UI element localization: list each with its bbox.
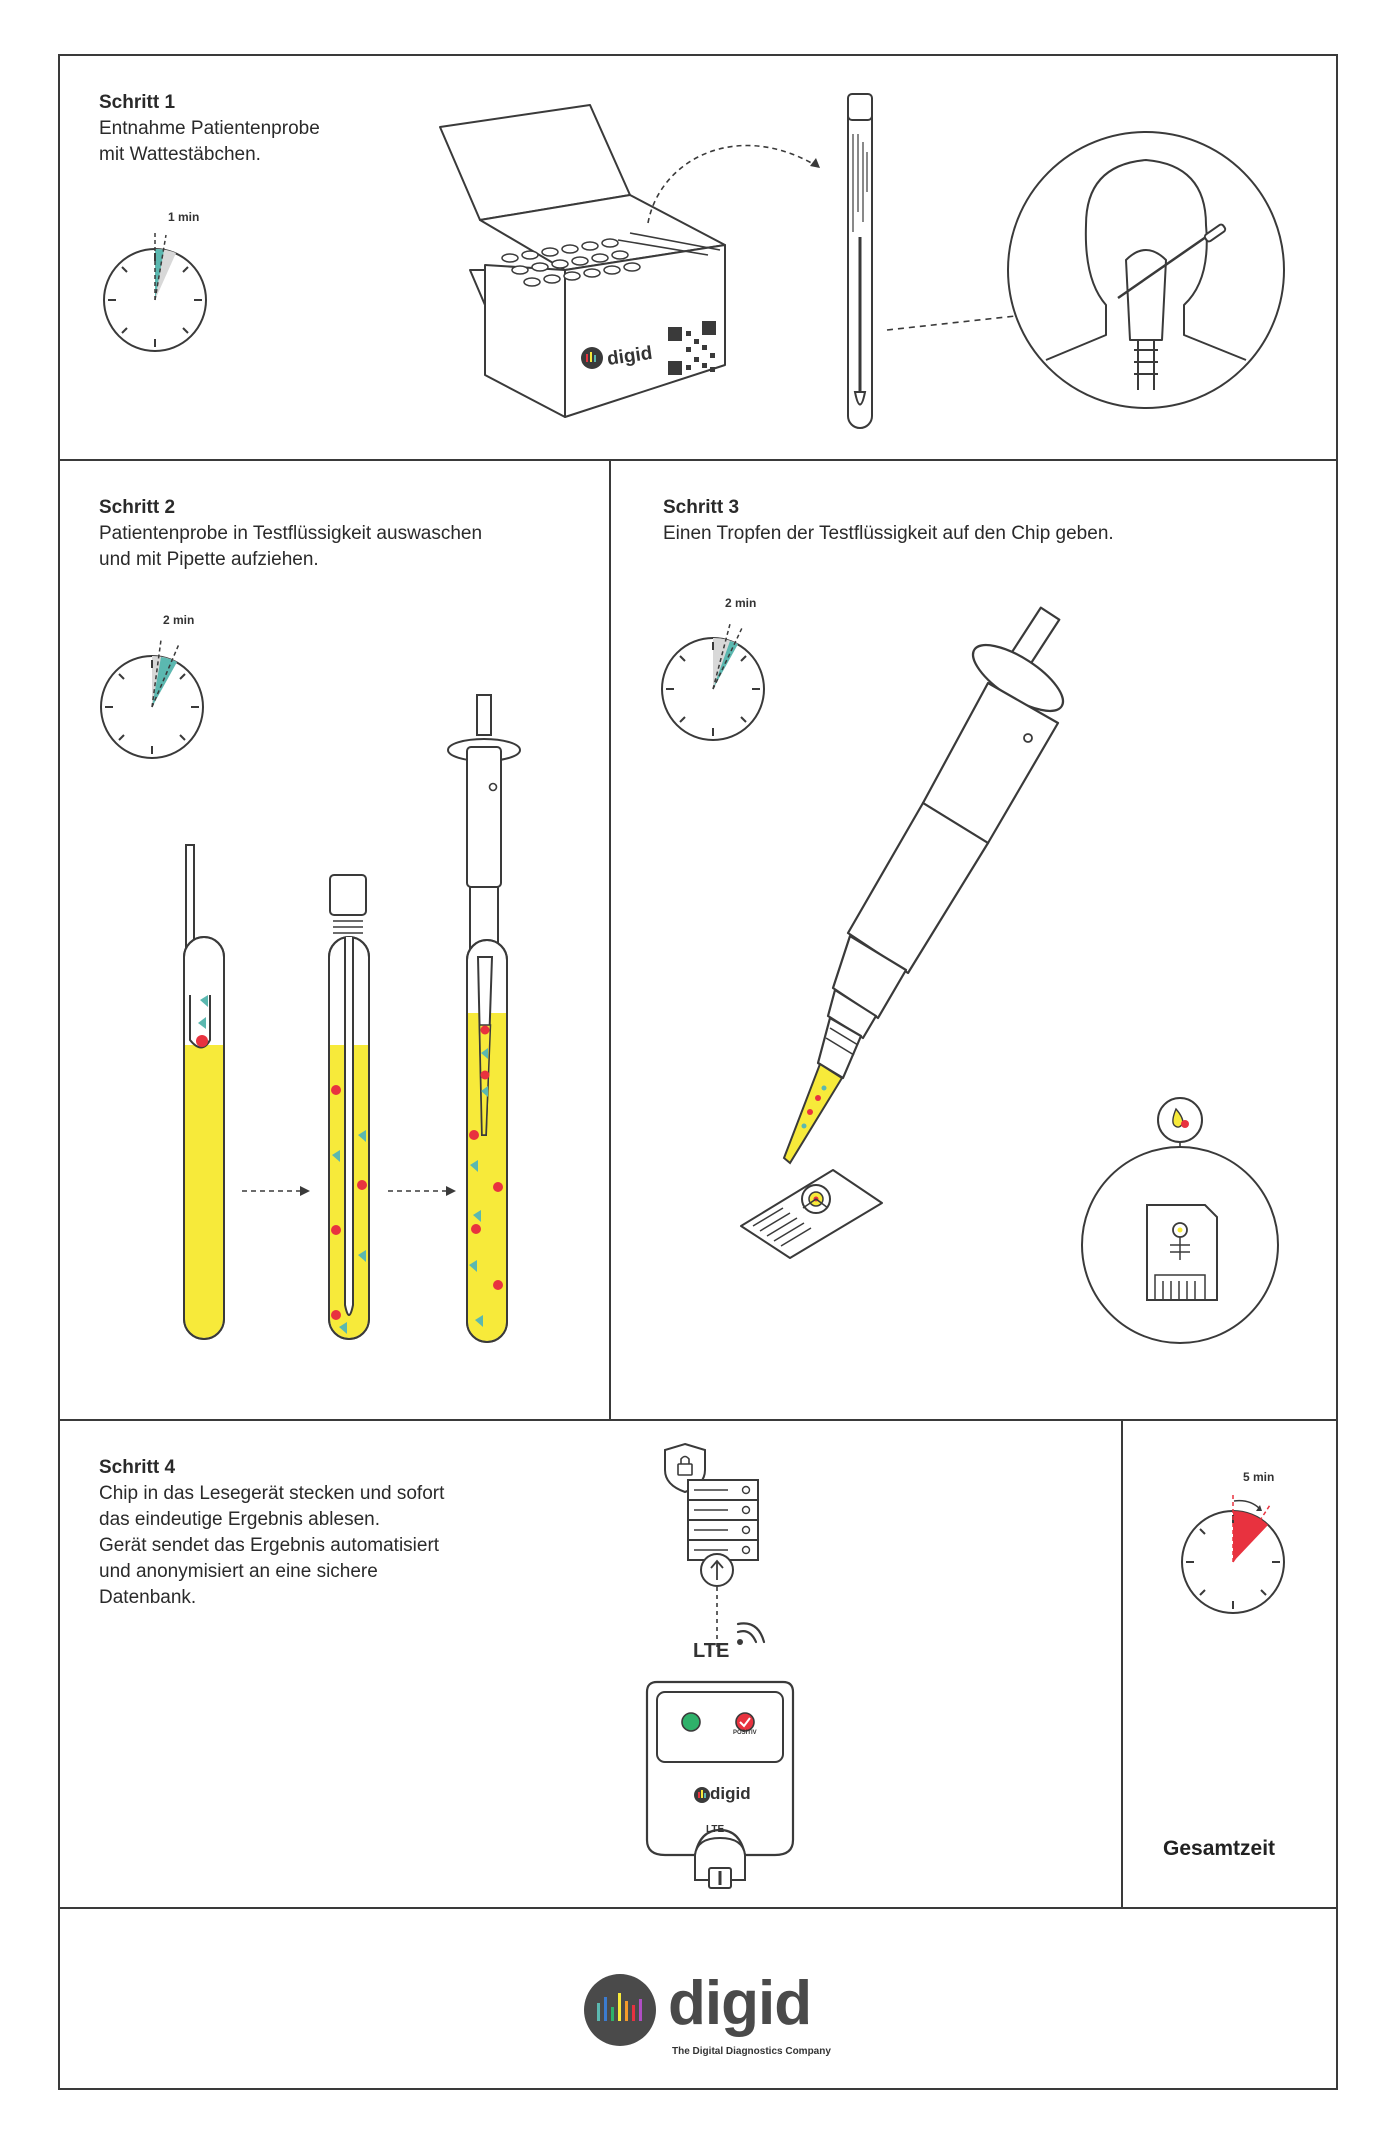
step4-line: Chip in das Lesegerät stecken und sofort: [99, 1483, 445, 1504]
divider-footer: [58, 1907, 1338, 1909]
step2-title: Schritt 2: [99, 497, 176, 518]
step3-title: Schritt 3: [663, 497, 740, 518]
wireless-signal-icon: [734, 1622, 766, 1652]
step4-line: das eindeutige Ergebnis ablesen.: [99, 1509, 380, 1530]
step2-line: Patientenprobe in Testflüssigkeit auswaschen: [99, 523, 483, 544]
step3-line: Einen Tropfen der Testflüssigkeit auf den Chip geben.: [663, 523, 1114, 544]
total-timer-label: 5 min: [1243, 1470, 1275, 1484]
step4-description: [99, 1455, 444, 1611]
total-time-label: Gesamtzeit: [1163, 1837, 1276, 1860]
patient-nasal-swab-illustration: [1006, 130, 1286, 410]
process-arrow: [242, 1185, 312, 1197]
box-to-tube-arrow: [640, 128, 840, 228]
step1-title: Schritt 1: [99, 92, 176, 113]
step2-line: und mit Pipette aufziehen.: [99, 549, 319, 570]
chip-detail-illustration: [1075, 1095, 1285, 1345]
step2-clock-icon: [97, 652, 207, 762]
liquid-tube-with-swab: [180, 845, 228, 1345]
divider-step3: [58, 1419, 1338, 1421]
step1-description: [99, 90, 320, 168]
step4-line: Datenbank.: [99, 1587, 197, 1608]
divider-step2-step3: [609, 459, 611, 1419]
total-time-clock-icon: [1178, 1507, 1288, 1617]
step4-line: Gerät sendet das Ergebnis automatisiert: [99, 1535, 440, 1556]
step2-description: [99, 495, 482, 573]
divider-step4-total: [1121, 1419, 1123, 1907]
step1-line: Entnahme Patientenprobe: [99, 118, 320, 139]
step4-title: Schritt 4: [99, 1457, 176, 1478]
divider-step1: [58, 459, 1338, 461]
step1-line: mit Wattestäbchen.: [99, 144, 261, 165]
brand-wordmark: digid: [668, 1969, 812, 2038]
step1-timer-label: 1 min: [168, 210, 200, 224]
liquid-tube-with-pipette: [445, 695, 525, 1345]
brand-tagline: The Digital Diagnostics Company: [672, 2046, 831, 2057]
step3-timer-label: 2 min: [725, 596, 757, 610]
reader-result-label: POSITIV: [733, 1730, 757, 1736]
digid-logo-icon: [583, 1973, 657, 2047]
step2-timer-label: 2 min: [163, 613, 195, 627]
step4-line: und anonymisiert an eine sichere: [99, 1561, 378, 1582]
box-brand-text: digid: [605, 342, 654, 370]
reader-port-label: LTE: [706, 1824, 725, 1835]
reader-brand-label: digid: [710, 1784, 751, 1803]
upload-arrow-icon: [697, 1553, 737, 1653]
liquid-tube-with-cap: [325, 875, 375, 1345]
swab-tube-illustration: [845, 92, 875, 432]
lte-signal-label: LTE: [693, 1640, 730, 1662]
step3-description: [663, 495, 1114, 547]
step1-clock-icon: [100, 245, 210, 355]
